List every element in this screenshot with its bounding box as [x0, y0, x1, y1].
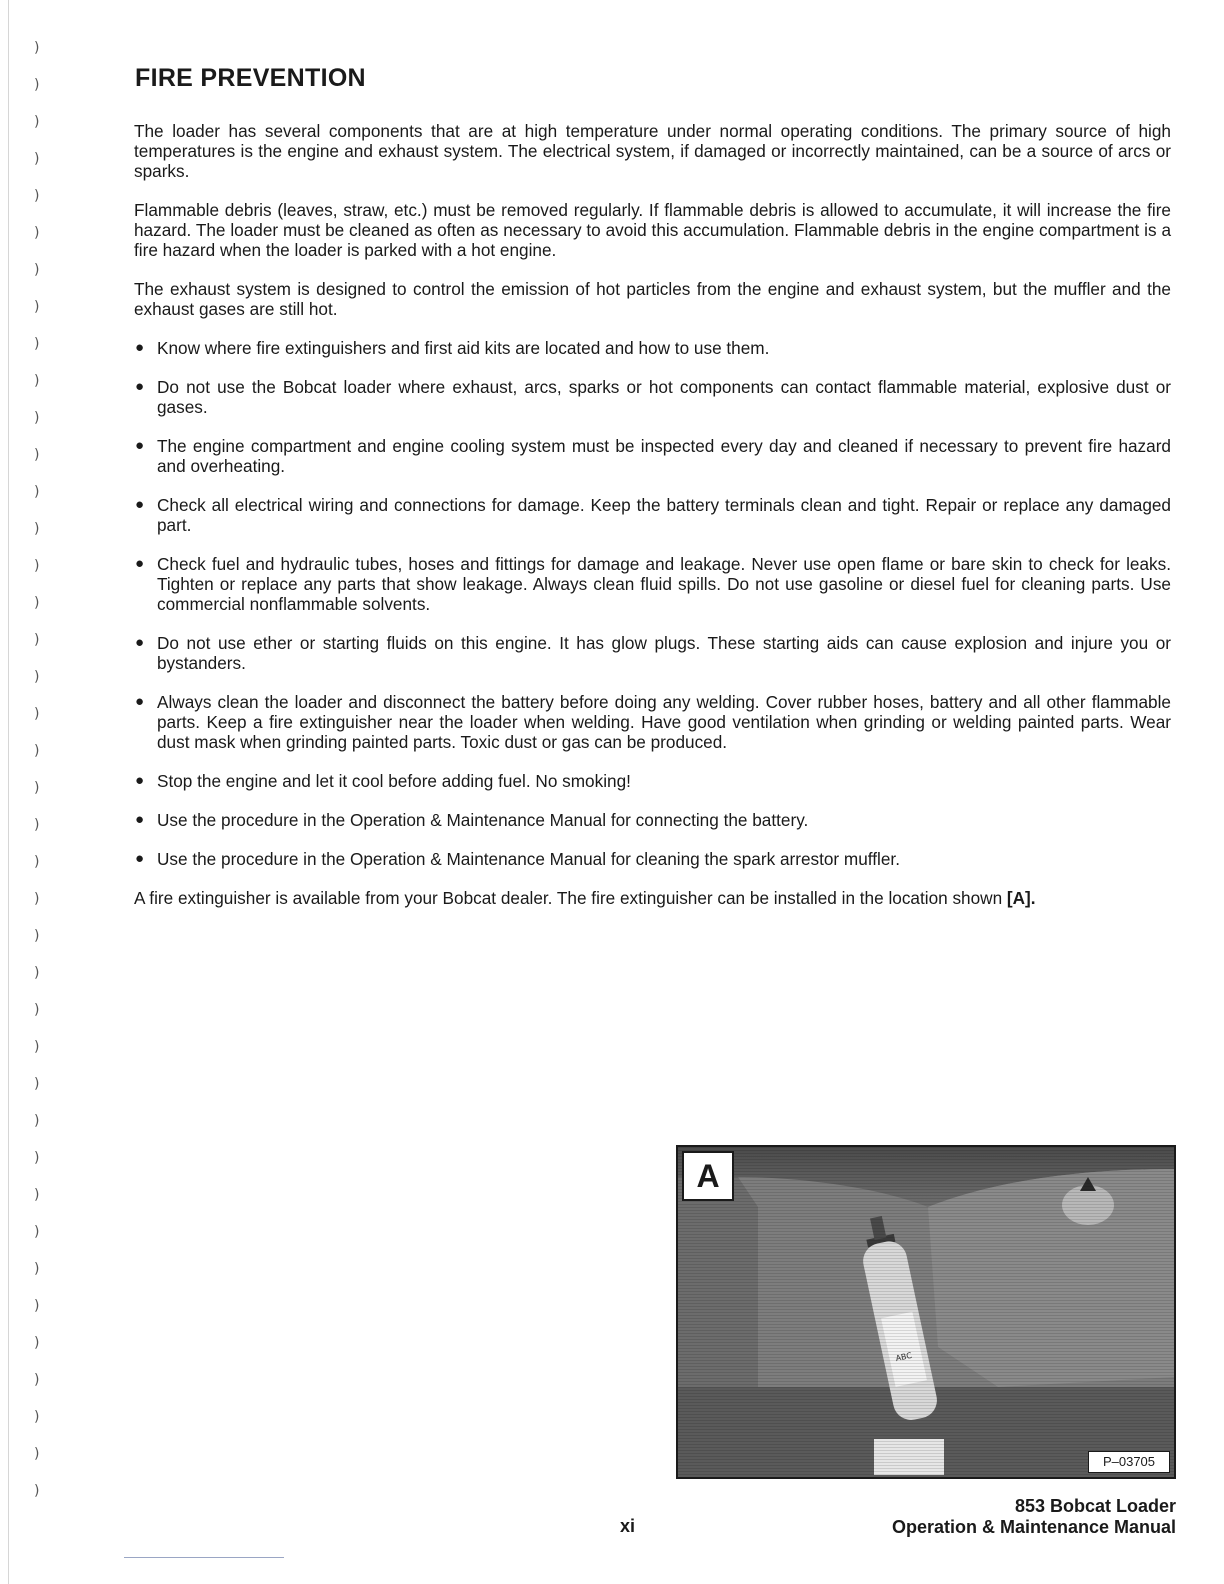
- page-number: xi: [620, 1516, 636, 1536]
- binding-hole-mark: ): [34, 1409, 40, 1425]
- binding-hole-mark: ): [34, 151, 40, 167]
- binding-hole-mark: ): [34, 40, 40, 56]
- bullet-icon: ●: [135, 378, 145, 395]
- binding-hole-mark: ): [34, 1372, 40, 1388]
- list-item-text: Use the procedure in the Operation & Maintenance Manual for connecting the battery.: [157, 810, 809, 830]
- binding-hole-mark: ): [34, 188, 40, 204]
- footer-line-1: 853 Bobcat Loader: [1014, 1496, 1176, 1516]
- binding-hole-mark: ): [34, 817, 40, 833]
- binding-hole-mark: ): [34, 77, 40, 93]
- binding-hole-mark: ): [34, 447, 40, 463]
- binding-margin: [0, 0, 60, 1584]
- binding-hole-mark: ): [34, 1039, 40, 1055]
- list-item-text: The engine compartment and engine cooling system must be inspected every day and cleaned if necessary to prevent fire hazard and overheating.: [157, 436, 1171, 476]
- closing-text: A fire extinguisher is available from your Bobcat dealer. The fire extinguisher can be installed in the location shown: [134, 888, 1007, 908]
- binding-hole-mark: ): [34, 632, 40, 648]
- binding-hole-mark: ): [34, 669, 40, 685]
- binding-hole-mark: ): [34, 1187, 40, 1203]
- bullet-icon: ●: [135, 811, 145, 828]
- binding-hole-mark: ): [34, 410, 40, 426]
- binding-hole-mark: ): [34, 1224, 40, 1240]
- binding-hole-mark: ): [34, 1113, 40, 1129]
- halftone-overlay: [678, 1147, 1174, 1477]
- safety-bullet-list: [134, 338, 1171, 869]
- bullet-icon: ●: [135, 339, 145, 356]
- list-item: [134, 771, 1171, 791]
- figure-label: A: [682, 1151, 734, 1201]
- exhaust-paragraph: The exhaust system is designed to control the emission of hot particles from the engine and exhaust system, but the muffler and the exhaust gases are still hot.: [134, 279, 1171, 319]
- bullet-icon: ●: [135, 634, 145, 651]
- bullet-icon: ●: [135, 555, 145, 572]
- list-item-text: Check all electrical wiring and connections for damage. Keep the battery terminals clean and tight. Repair or replace any damaged part.: [157, 495, 1171, 535]
- binding-hole-mark: ): [34, 1002, 40, 1018]
- list-item-text: Do not use ether or starting fluids on this engine. It has glow plugs. These starting aids can cause explosion and injure you or bystanders.: [157, 633, 1171, 673]
- list-item-text: Do not use the Bobcat loader where exhaust, arcs, sparks or hot components can contact flammable material, explosive dust or gases.: [157, 377, 1171, 417]
- binding-hole-mark: ): [34, 595, 40, 611]
- list-item: [134, 338, 1171, 358]
- bullet-icon: ●: [135, 772, 145, 789]
- figure-reference: [A].: [1006, 888, 1036, 908]
- bullet-icon: ●: [135, 850, 145, 867]
- binding-hole-mark: ): [34, 262, 40, 278]
- list-item: [134, 692, 1171, 752]
- binding-hole-mark: ): [34, 336, 40, 352]
- list-item-text: Check fuel and hydraulic tubes, hoses and fittings for damage and leakage. Never use open flame or bare skin to check for leaks. Tighten or replace any parts that show leakage. Always clean fluid spills. Do not use gasoline or diesel fuel for cleaning parts. Use commercial nonflammable solvents.: [157, 554, 1171, 614]
- binding-hole-mark: ): [34, 965, 40, 981]
- binding-hole-mark: ): [34, 558, 40, 574]
- list-item: [134, 633, 1171, 673]
- list-item: [134, 436, 1171, 476]
- binding-hole-mark: ): [34, 299, 40, 315]
- debris-paragraph: Flammable debris (leaves, straw, etc.) must be removed regularly. If flammable debris is allowed to accumulate, it will increase the fire hazard. The loader must be cleaned as often as necessary to avoid this accumulation. Flammable debris in the engine compartment is a fire hazard when the loader is parked with a hot engine.: [134, 200, 1171, 260]
- page-title: FIRE PREVENTION: [135, 64, 366, 92]
- binding-hole-mark: ): [34, 854, 40, 870]
- binding-hole-mark: ): [34, 225, 40, 241]
- figure-code: P–03705: [1088, 1451, 1170, 1473]
- binding-hole-mark: ): [34, 114, 40, 130]
- binding-hole-mark: ): [34, 484, 40, 500]
- binding-hole-mark: ): [34, 1150, 40, 1166]
- footer-line-2: Operation & Maintenance Manual: [891, 1517, 1176, 1537]
- bottom-rule: [124, 1557, 284, 1558]
- list-item: [134, 554, 1171, 614]
- page-edge-line: [8, 0, 9, 1584]
- bullet-icon: ●: [135, 496, 145, 513]
- binding-hole-mark: ): [34, 1446, 40, 1462]
- list-item-text: Always clean the loader and disconnect the battery before doing any welding. Cover rubber hoses, battery and all other flammable parts. Keep a fire extinguisher near the loader when welding. Have good ventilation when grinding or welding painted parts. Wear dust mask when grinding painted parts. Toxic dust or gas can be produced.: [157, 692, 1171, 752]
- binding-hole-mark: ): [34, 521, 40, 537]
- list-item-text: Use the procedure in the Operation & Maintenance Manual for cleaning the spark arrestor muffler.: [157, 849, 900, 869]
- list-item: [134, 495, 1171, 535]
- binding-hole-mark: ): [34, 1335, 40, 1351]
- binding-hole-mark: ): [34, 373, 40, 389]
- footer-manual-title: [892, 1496, 1176, 1538]
- binding-hole-mark: ): [34, 1076, 40, 1092]
- extinguisher-photo-illustration: [678, 1147, 1174, 1477]
- binding-hole-mark: ): [34, 780, 40, 796]
- binding-hole-mark: ): [34, 1298, 40, 1314]
- list-item: [134, 810, 1171, 830]
- binding-hole-mark: ): [34, 928, 40, 944]
- binding-hole-mark: ): [34, 1261, 40, 1277]
- closing-paragraph: [134, 888, 1171, 908]
- figure-a-photo: [676, 1145, 1176, 1479]
- intro-paragraph: The loader has several components that are at high temperature under normal operating conditions. The primary source of high temperatures is the engine and exhaust system. The electrical system, if damaged or incorrectly maintained, can be a source of arcs or sparks.: [134, 121, 1171, 181]
- binding-hole-mark: ): [34, 1483, 40, 1499]
- binding-hole-mark: ): [34, 743, 40, 759]
- list-item-text: Know where fire extinguishers and first aid kits are located and how to use them.: [157, 338, 770, 358]
- bullet-icon: ●: [135, 693, 145, 710]
- list-item-text: Stop the engine and let it cool before adding fuel. No smoking!: [157, 771, 631, 791]
- binding-hole-mark: ): [34, 706, 40, 722]
- list-item: [134, 377, 1171, 417]
- body-text: [134, 121, 1171, 927]
- list-item: [134, 849, 1171, 869]
- bullet-icon: ●: [135, 437, 145, 454]
- binding-hole-mark: ): [34, 891, 40, 907]
